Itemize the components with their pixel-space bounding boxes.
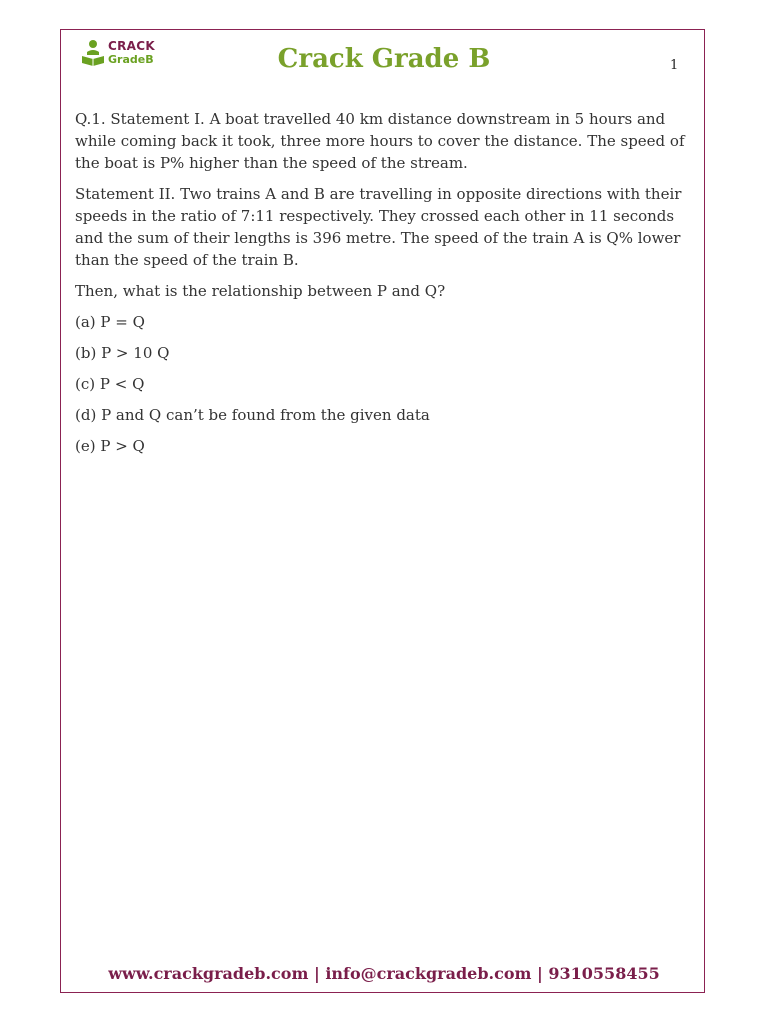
logo-text-crack: CRACK xyxy=(108,39,155,53)
statement-one: Q.1. Statement I. A boat travelled 40 km distance downstream in 5 hours and while coming back it took, three more hours to cover the distance. The speed of the boat is P% higher than the speed of the stream. xyxy=(75,110,685,172)
page-number: 1 xyxy=(670,58,679,73)
option-b: (b) P > 10 Q xyxy=(75,344,170,362)
footer-contact: www.crackgradeb.com | info@crackgradeb.com | 9310558455 xyxy=(108,964,660,983)
question-prompt: Then, what is the relationship between P and Q? xyxy=(75,282,446,300)
logo-text-gradeb: GradeB xyxy=(108,53,154,66)
option-d: (d) P and Q can’t be found from the given data xyxy=(75,406,430,424)
option-a: (a) P = Q xyxy=(75,313,145,331)
page-title: Crack Grade B xyxy=(277,44,491,74)
option-e: (e) P > Q xyxy=(75,437,145,455)
option-c: (c) P < Q xyxy=(75,375,145,393)
question-block xyxy=(75,108,690,466)
statement-two: Statement II. Two trains A and B are travelling in opposite directions with their speeds in the ratio of 7:11 respectively. They crossed each other in 11 seconds and the sum of their lengths is 396 metre. The speed of the train A is Q% lower than the speed of the train B. xyxy=(75,185,682,269)
